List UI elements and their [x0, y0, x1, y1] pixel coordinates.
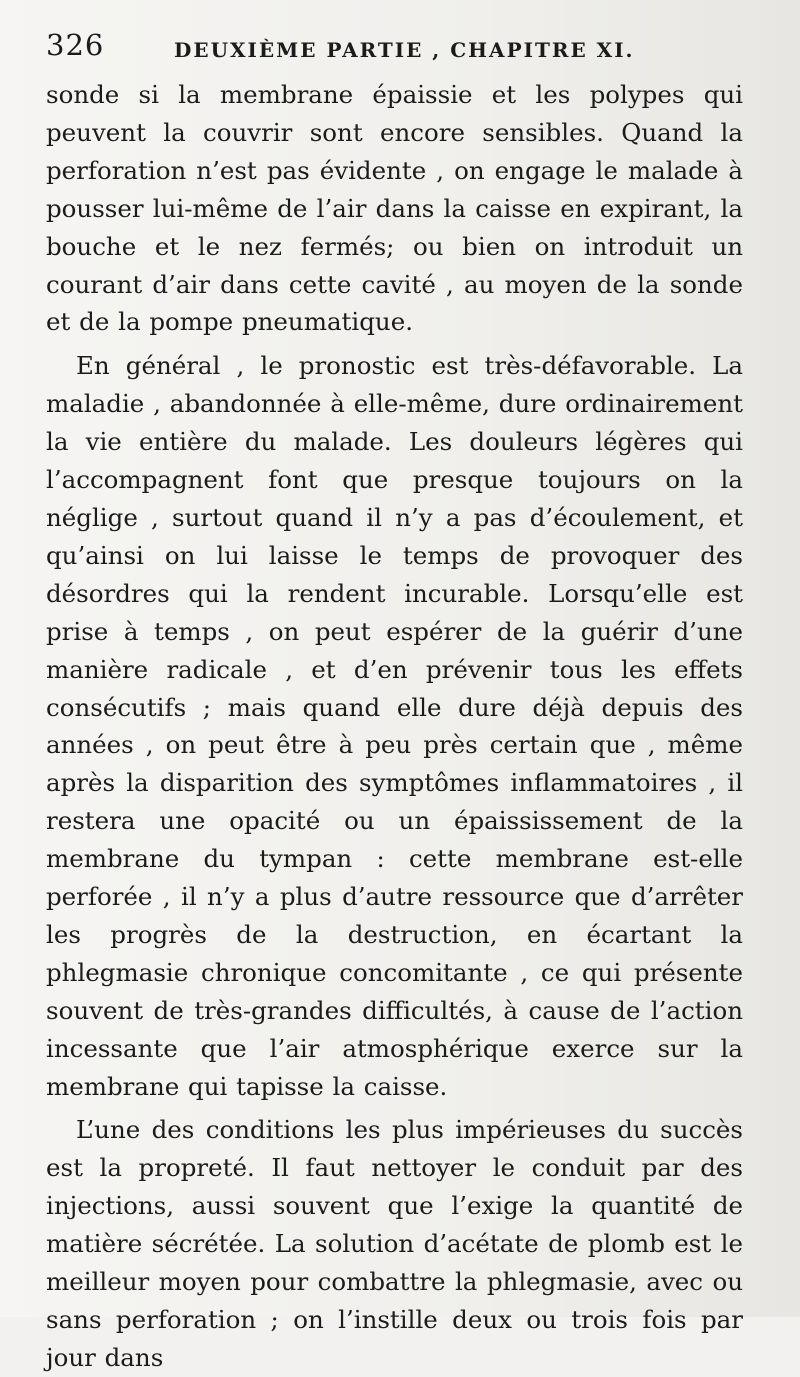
paragraph-2: En général , le pronostic est très-défavorable. La maladie , abandonnée à elle-même, dure ordinairement la vie entière du malade. Les douleurs légères qui l’accompagnent font que presque toujours on la néglige , surtout quand il n’y a pas d’écoulement, et qu’ainsi on lui laisse le temps de provoquer des désordres qui la rendent incurable. Lorsqu’elle est prise à temps , on peut espérer de la guérir d’une manière radicale , et d’en prévenir tous les effets consécutifs ; mais quand elle dure déjà depuis des années , on peut être à peu près certain que , même après la disparition des symptômes inflammatoires , il restera une opacité ou un épaississement de la membrane du tympan : cette membrane est-elle perforée , il n’y a plus d’autre ressource que d’arrêter les progrès de la destruction, en écartant la phlegmasie chronique concomitante , ce qui présente souvent de très-grandes difficultés, à cause de l’action incessante que l’air atmosphérique exerce sur la membrane qui tapisse la caisse. — [46, 351, 743, 1101]
page-number: 326 — [46, 28, 105, 62]
page-body — [46, 76, 743, 1377]
running-head: DEUXIÈME PARTIE , CHAPITRE XI. — [174, 38, 635, 62]
page-header — [46, 28, 760, 68]
paragraph-1: sonde si la membrane épaissie et les polypes qui peuvent la couvrir sont encore sensibles. Quand la perforation n’est pas évidente , on engage le malade à pousser lui-même de l’air dans la caisse en expirant, la bouche et le nez fermés; ou bien on introduit un courant d’air dans cette cavité , au moyen de la sonde et de la pompe pneumatique. — [46, 80, 743, 337]
paragraph-3: L’une des conditions les plus impérieuses du succès est la propreté. Il faut nettoyer le conduit par des injections, aussi souvent que l’exige la quantité de matière sécrétée. La solution d’acétate de plomb est le meilleur moyen pour combattre la phlegmasie, avec ou sans perforation ; on l’instille deux ou trois fois par jour dans — [46, 1115, 743, 1372]
